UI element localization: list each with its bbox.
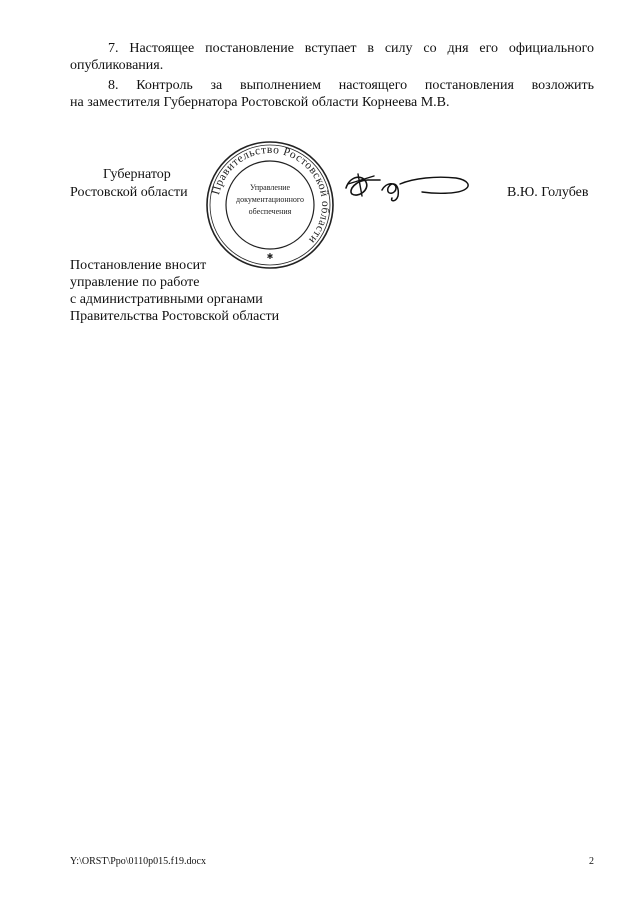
submitter-line-2: управление по работе (70, 275, 200, 290)
seal-inner-line-2: документационного (236, 195, 304, 204)
paragraph-8-line-1: 8. Контроль за выполнением настоящего постановления возложить (108, 78, 594, 93)
official-seal (205, 140, 335, 270)
governor-title-line-2: Ростовской области (70, 185, 188, 200)
handwritten-signature (340, 168, 480, 208)
paragraph-8 (70, 77, 594, 111)
paragraph-7-line-2: опубликования. (70, 58, 164, 73)
seal-inner-line-1: Управление (249, 183, 291, 192)
submitter-line-4: Правительства Ростовской области (70, 309, 280, 324)
footer-file-path: Y:\ORST\Ppo\0110p015.f19.docx (70, 856, 206, 867)
paragraph-7-line-1: 7. Настоящее постановление вступает в силу со дня его официального (108, 41, 594, 56)
seal-outer-text: Правительство Ростовской области (210, 143, 332, 247)
signatory-name: В.Ю. Голубев (507, 185, 589, 200)
paragraph-8-line-2: на заместителя Губернатора Ростовской области Корнеева М.В. (70, 95, 450, 110)
seal-inner-line-3: обеспечения (248, 207, 292, 216)
governor-title-line-1: Губернатор (103, 167, 171, 182)
seal-star-icon: ✱ (266, 252, 274, 261)
submitter-line-1: Постановление вносит (70, 258, 207, 273)
page-number: 2 (589, 856, 594, 867)
submitter-line-3: с административными органами (70, 292, 263, 307)
paragraph-7 (70, 40, 594, 74)
